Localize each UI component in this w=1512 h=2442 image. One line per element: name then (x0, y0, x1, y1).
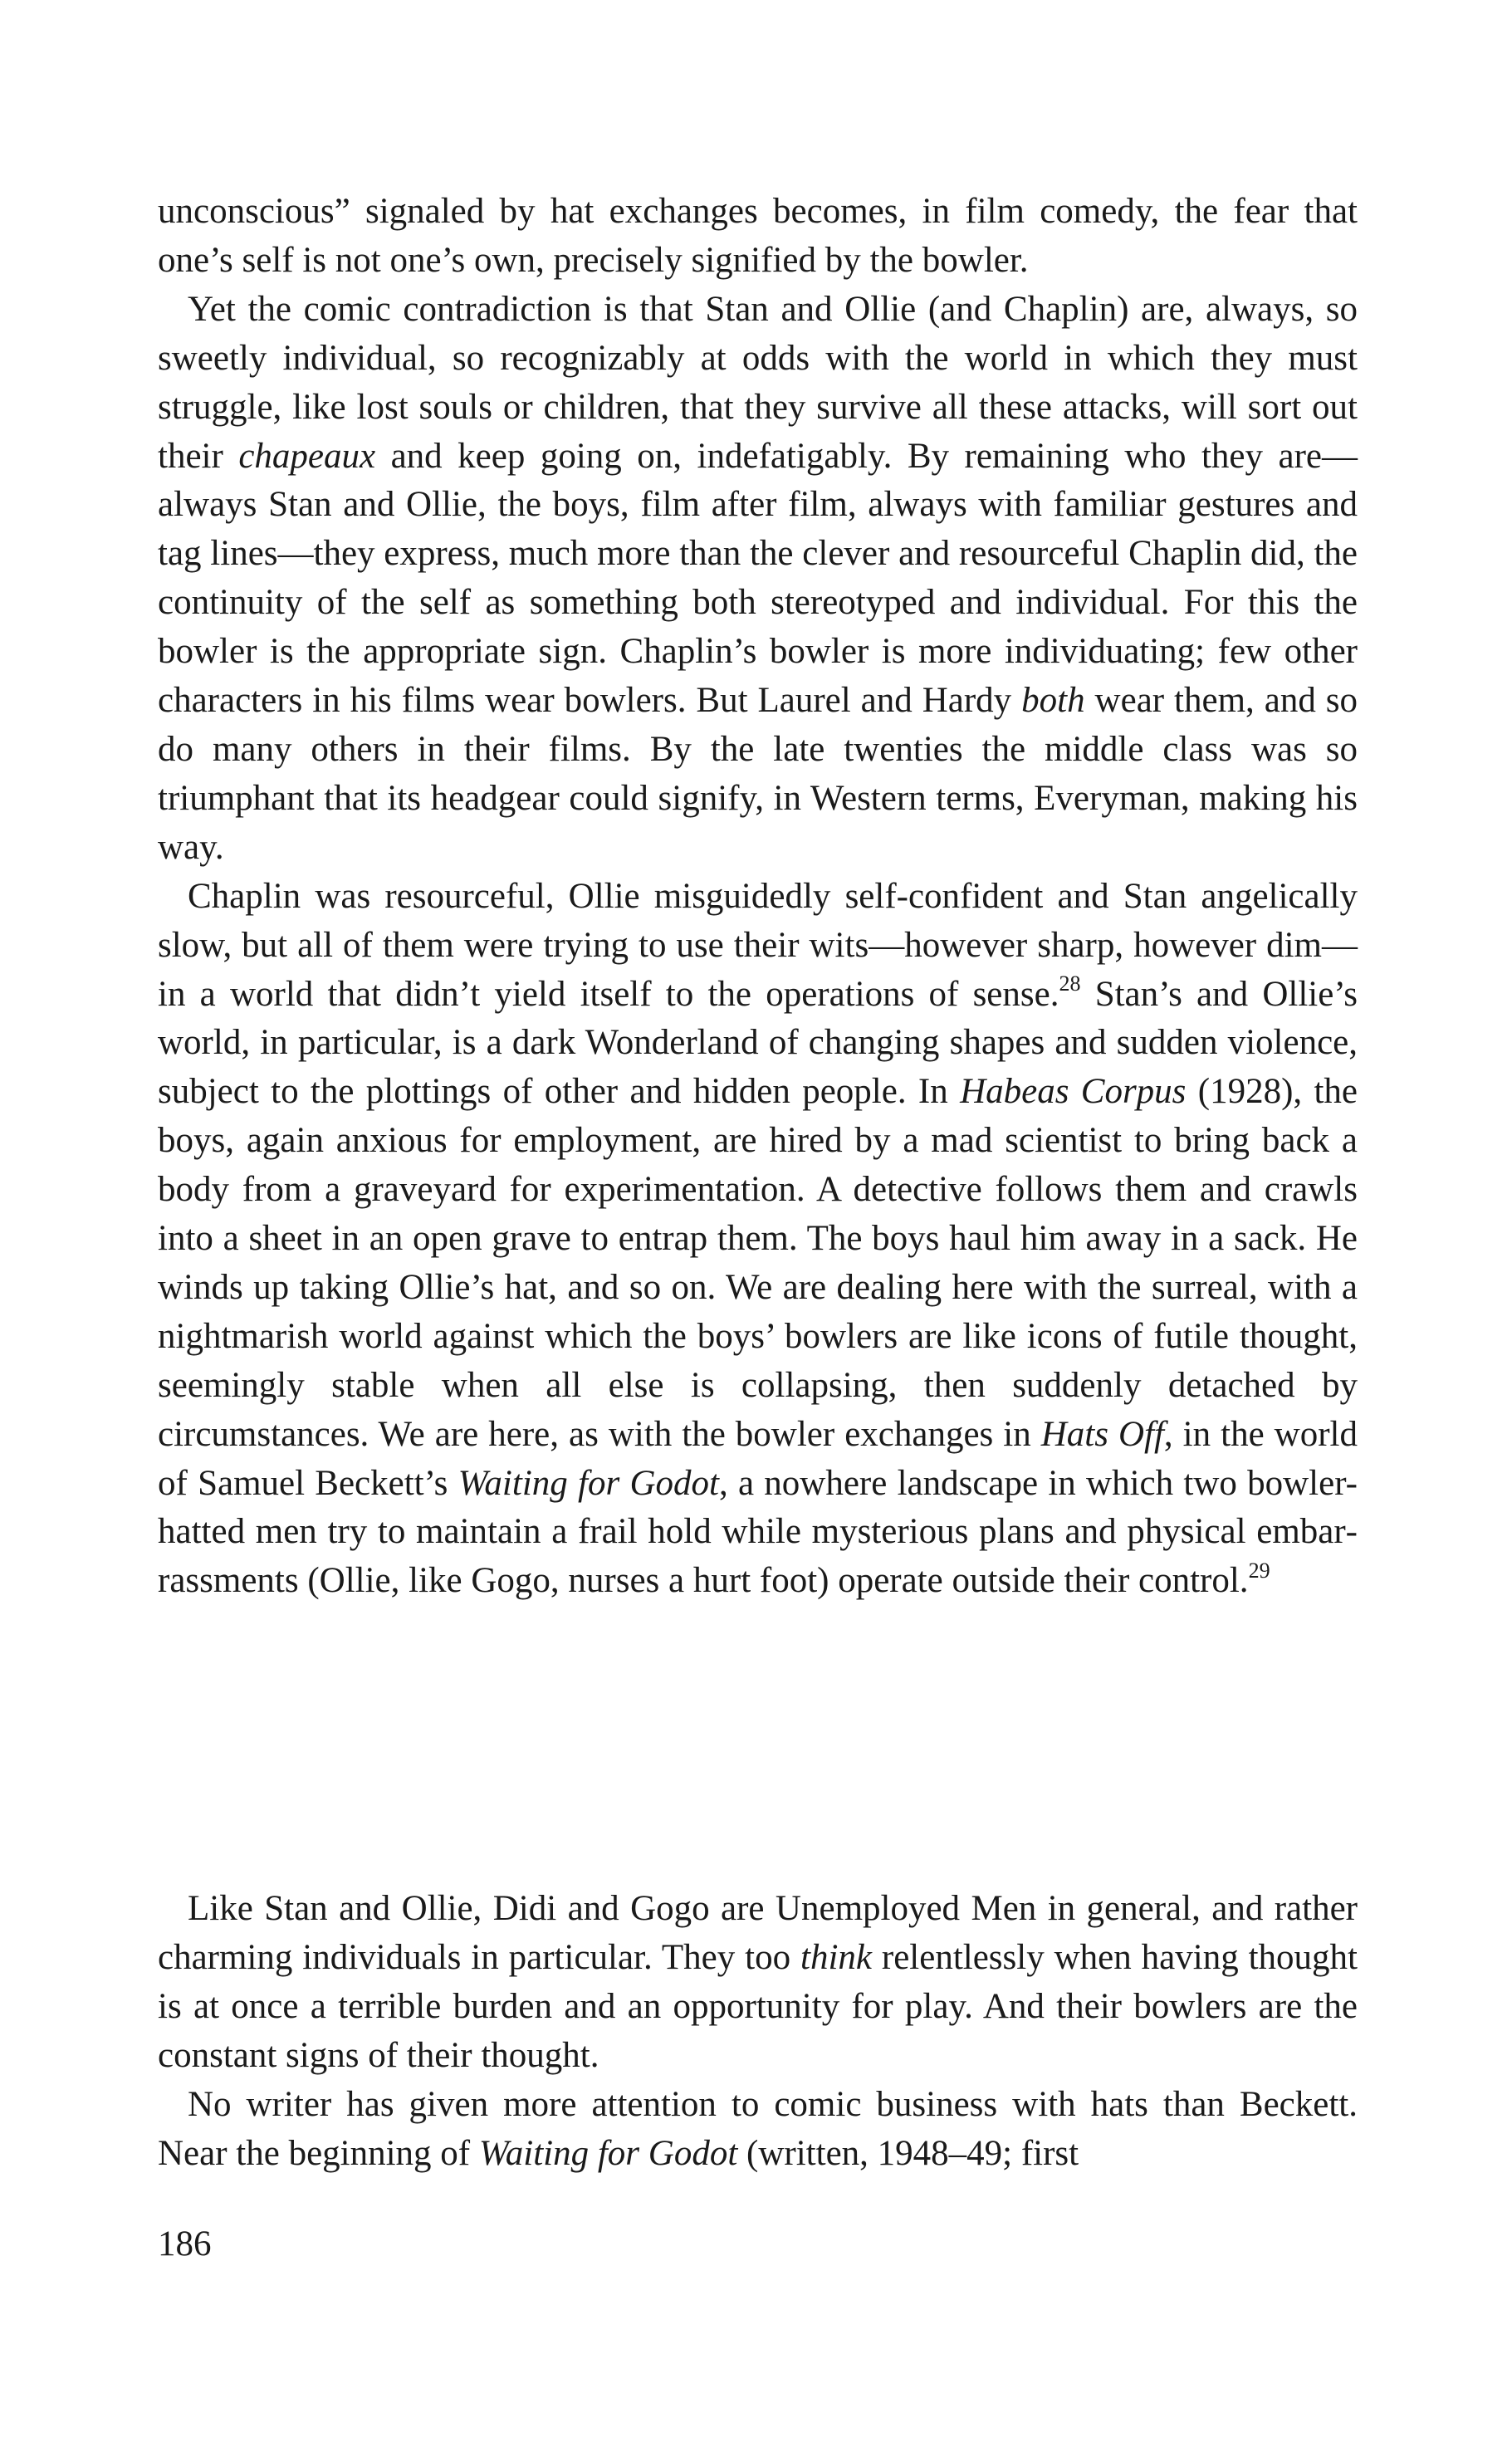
text-run: and keep going on, indefatigably. By remaining who they are—always Stan and Ollie, the boys, film after film, always with familiar gestures and tag lines—they express, much more than the clever and resourceful Chaplin did, the continuity of the self as something both stereotyped and individual. For this the bowler is the appropriate sign. Chaplin’s bowler is more individuating; few other characters in his films wear bowlers. But Laurel and Hardy (158, 436, 1358, 721)
text-run: Stan’s and Ollie’s world, in particular, is a dark Wonderland of changing shapes and sudden violence, subject to the plottings of other and hidden people. In (158, 974, 1358, 1112)
text-run: Yet the comic contradiction is that Stan and Ollie (and Chaplin) are, always, so sweetly individual, so recognizably at odds with the world in which they must struggle, like lost souls or children, that they survive all these attacks, will sort out their (158, 289, 1358, 476)
text-run: , in the world of Samuel Beckett’s (158, 1414, 1358, 1503)
footnote-reference: 29 (1248, 1559, 1270, 1583)
text-run: Chaplin was resourceful, Ollie misguidedly self-confident and Stan angelically slow, but all of them were trying to use their wits—however sharp, however dim—in a world that didn’t yield itself to the operations of sense. (158, 876, 1358, 1014)
paragraph (158, 286, 1358, 873)
body-text-section-1 (158, 188, 1358, 1606)
text-run: No writer has given more attention to comic business with hats than Beckett. Near the beginning of (158, 2084, 1358, 2173)
text-run: Like Stan and Ollie, Didi and Gogo are Unemployed Men in general, and rather charming individuals in particular. They too (158, 1889, 1358, 1977)
italic-term: both (1021, 681, 1085, 721)
text-run: unconscious” signaled by hat exchanges becomes, in film comedy, the fear that one’s self is not one’s own, precisely signified by the bowler. (158, 192, 1358, 280)
footnote-reference: 28 (1059, 971, 1081, 996)
play-title: Waiting for Godot (478, 2133, 738, 2173)
paragraph (158, 1885, 1358, 2081)
paragraph (158, 2081, 1358, 2179)
film-title: Hats Off (1040, 1414, 1164, 1454)
text-run: (1928), the boys, again anxious for employment, are hired by a mad scientist to bring back a body from a graveyard for experimentation. A detective follows them and crawls into a sheet in an open grave to entrap them. The boys haul him away in a sack. He winds up taking Ollie’s hat, and so on. We are dealing here with the surreal, with a nightmarish world against which the boys’ bowlers are like icons of futile thought, seemingly stable when all else is collapsing, then suddenly detached by circumstances. We are here, as with the bowler exchanges in (158, 1072, 1358, 1454)
text-run: , a nowhere landscape in which two bowler-hatted men try to maintain a frail hold while mysterious plans and physical embarrassments (Ollie, like Gogo, nurses a hurt foot) operate outside their control. (158, 1463, 1358, 1601)
page-number: 186 (158, 2224, 212, 2263)
text-run: wear them, and so do many others in their films. By the late twenties the middle class was so triumphant that its headgear could signify, in Western terms, Everyman, making his way. (158, 681, 1358, 867)
text-run: relentlessly when having thought is at once a terrible burden and an opportunity for play. And their bowlers are the constant signs of their thought. (158, 1937, 1358, 2075)
paragraph (158, 188, 1358, 286)
body-text-section-2 (158, 1885, 1358, 2178)
paragraph (158, 873, 1358, 1607)
play-title: Waiting for Godot (458, 1463, 719, 1503)
italic-term: think (800, 1937, 872, 1977)
film-title: Habeas Corpus (960, 1072, 1187, 1112)
text-run: (written, 1948–49; first (737, 2133, 1079, 2173)
italic-term: chapeaux (238, 436, 376, 476)
